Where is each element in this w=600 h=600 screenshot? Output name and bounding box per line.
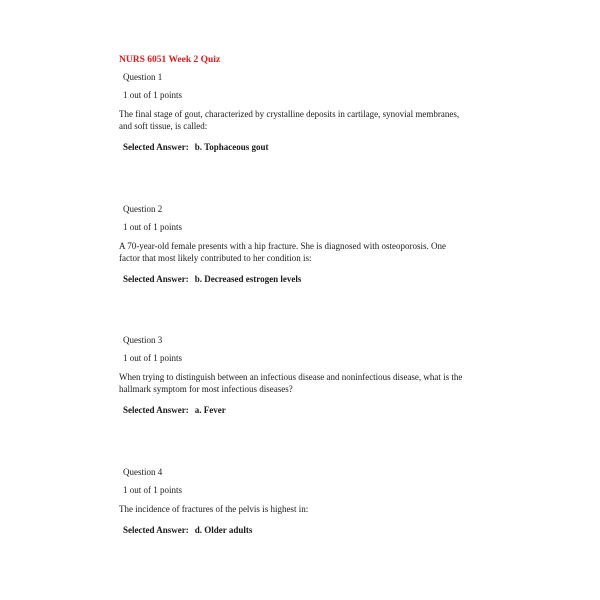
selected-answer (123, 274, 301, 284)
question-points: 1 out of 1 points (123, 353, 183, 363)
document-title: NURS 6051 Week 2 Quiz (119, 55, 221, 65)
question-number: Question 3 (123, 335, 163, 345)
selected-answer-label: Selected Answer: (123, 405, 189, 415)
selected-answer-value: d. Older adults (194, 525, 253, 535)
selected-answer-value: a. Fever (194, 405, 226, 415)
selected-answer-label: Selected Answer: (123, 142, 189, 152)
selected-answer (123, 405, 226, 415)
question-points: 1 out of 1 points (123, 222, 183, 232)
selected-answer (123, 525, 252, 535)
question-points: 1 out of 1 points (123, 90, 183, 100)
selected-answer (123, 142, 269, 152)
selected-answer-value: b. Decreased estrogen levels (194, 274, 302, 284)
question-number: Question 1 (123, 72, 163, 82)
selected-answer-label: Selected Answer: (123, 525, 189, 535)
question-number: Question 4 (123, 467, 163, 477)
question-number: Question 2 (123, 204, 163, 214)
selected-answer-value: b. Tophaceous gout (194, 142, 269, 152)
question-text: The final stage of gout, characterized by crystalline deposits in cartilage, synovial membranes, and soft tissue, is called: (119, 109, 460, 131)
question-text: The incidence of fractures of the pelvis is highest in: (119, 504, 309, 514)
question-text: When trying to distinguish between an infectious disease and noninfectious disease, what is the hallmark symptom for most infectious diseases? (119, 372, 463, 394)
selected-answer-label: Selected Answer: (123, 274, 189, 284)
question-text: A 70-year-old female presents with a hip fracture. She is diagnosed with osteoporosis. One factor that most likely contributed to her condition is: (119, 241, 446, 263)
question-points: 1 out of 1 points (123, 485, 183, 495)
